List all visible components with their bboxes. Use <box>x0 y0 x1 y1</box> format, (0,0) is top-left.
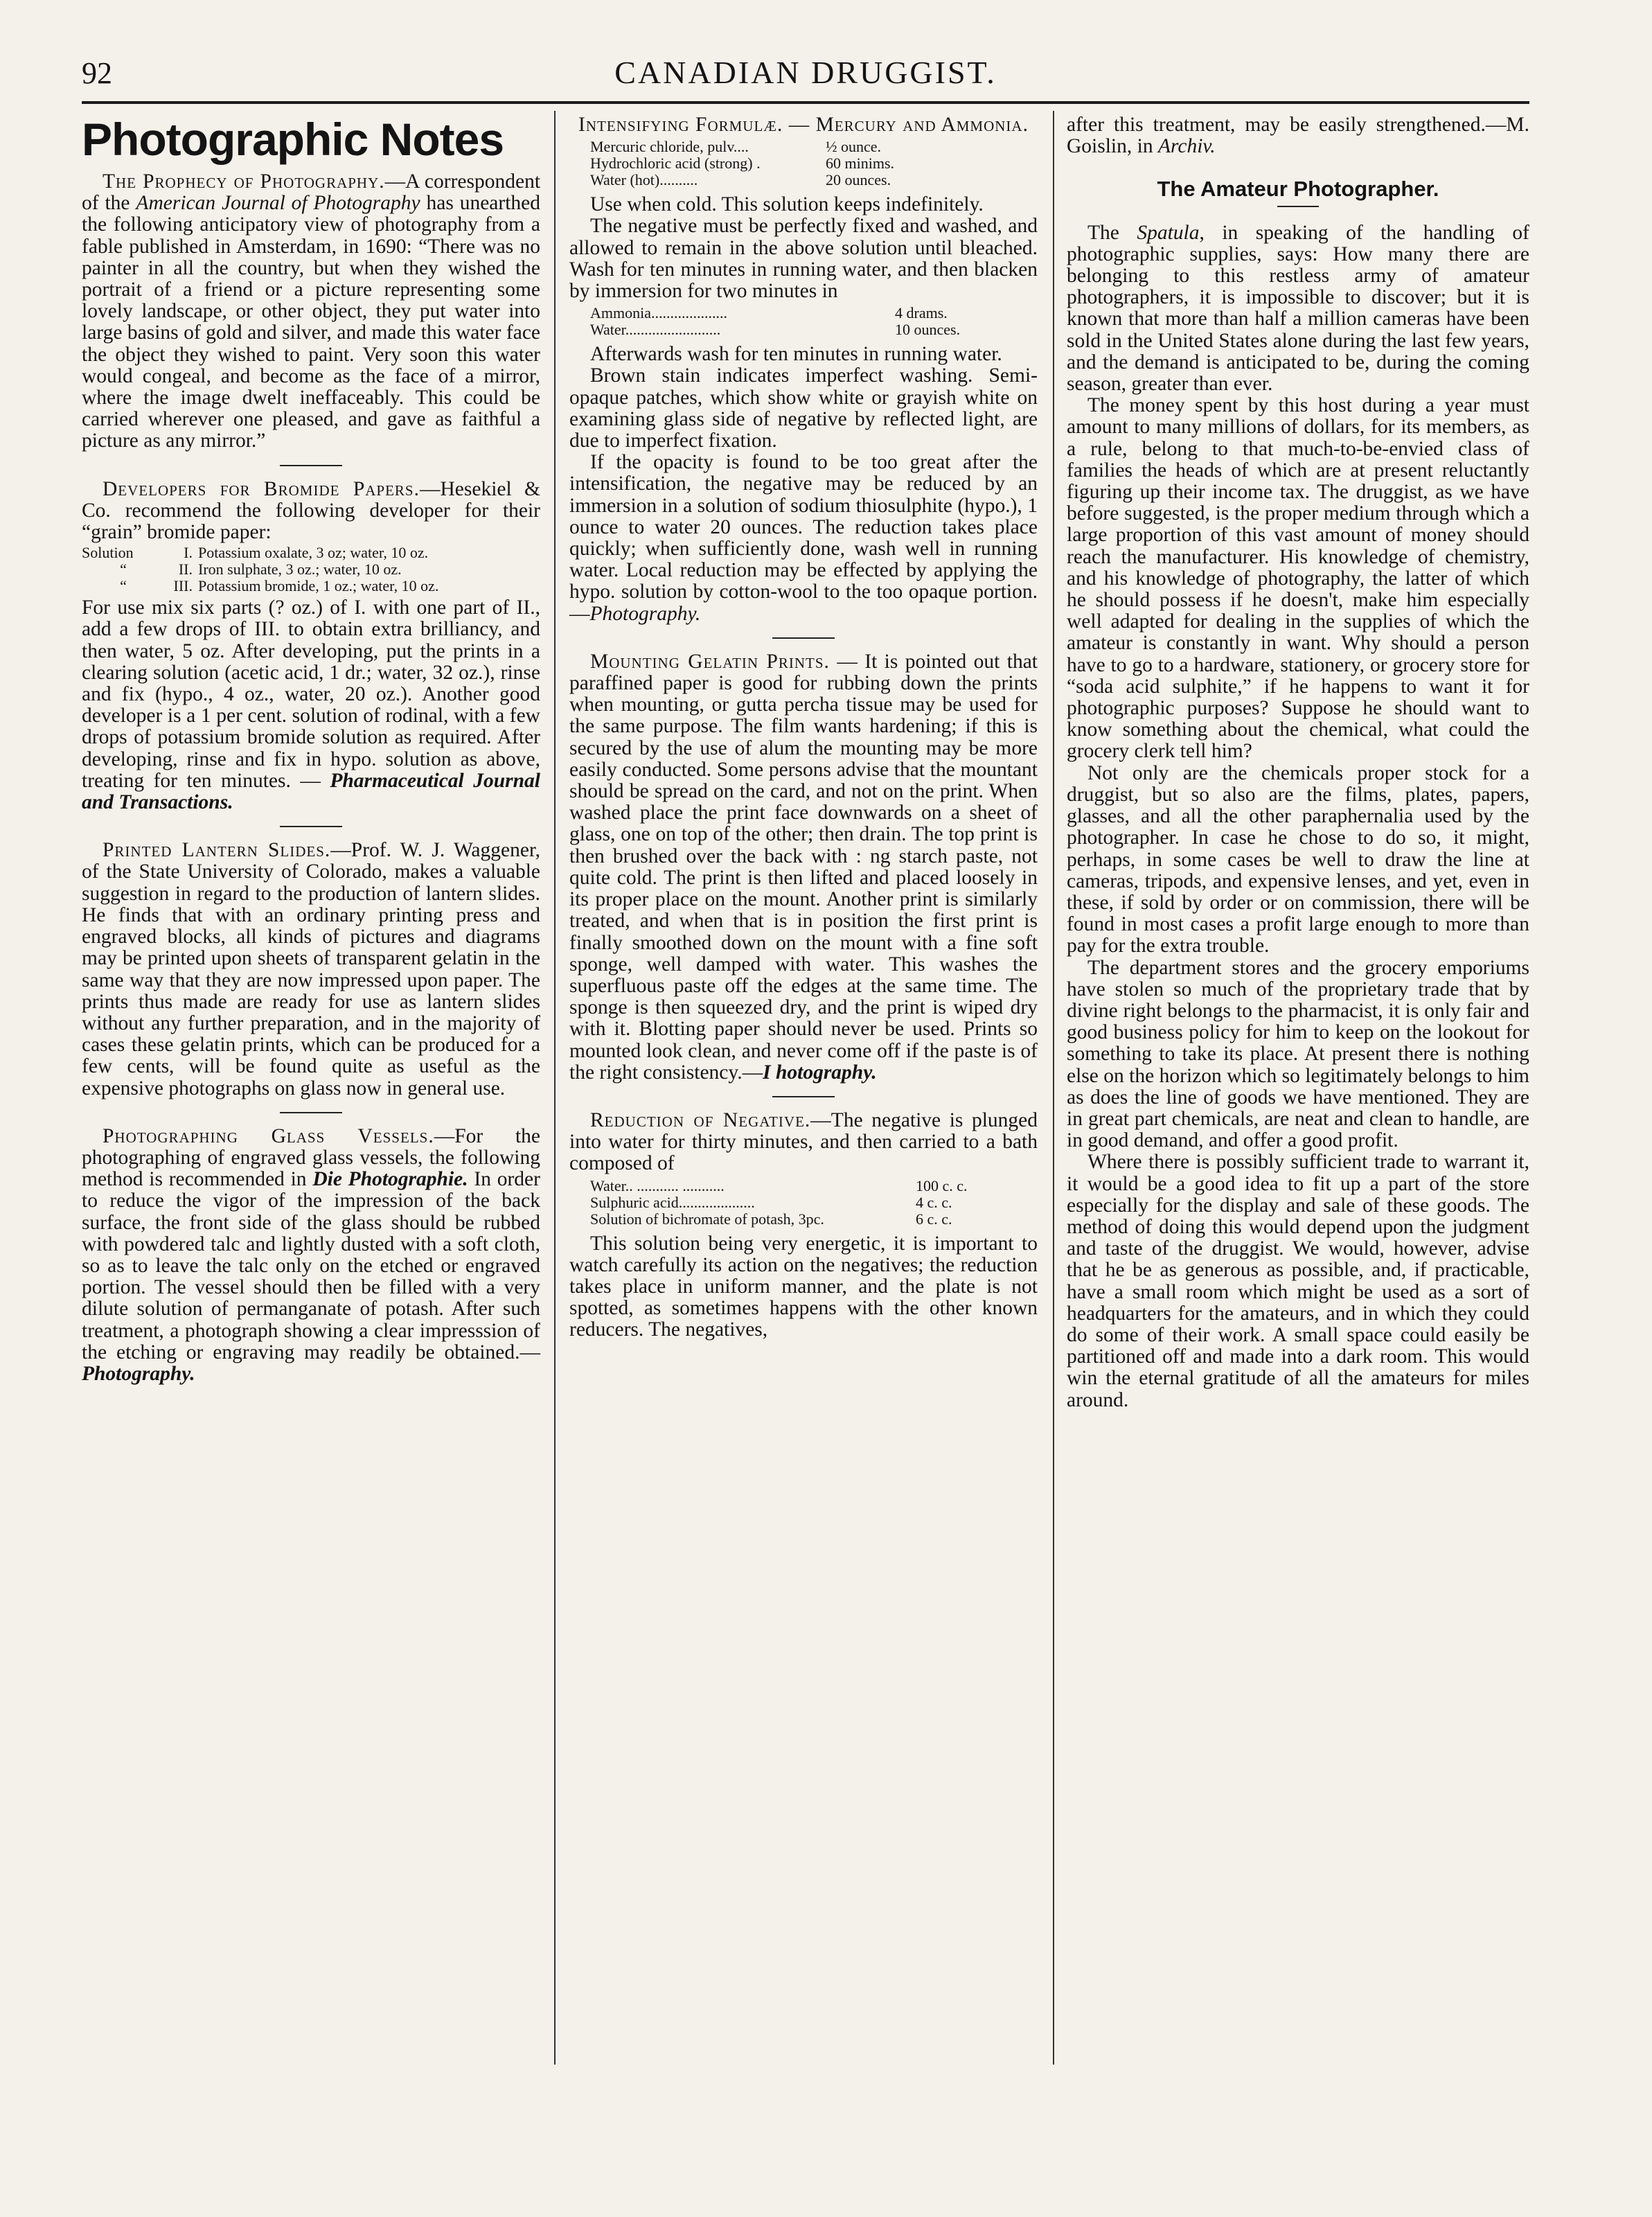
source-citation: I hotography. <box>763 1061 877 1084</box>
formula-table <box>590 139 894 188</box>
formula-row: Mercuric chloride, pulv.... ½ ounce. <box>590 138 882 156</box>
separator <box>1277 206 1319 207</box>
formula-table <box>590 305 960 338</box>
source-citation: Photography. <box>589 602 701 625</box>
article-title: The Amateur Photographer. <box>1157 177 1439 202</box>
formula-row: Water.. ........... ........... 100 c. c. <box>590 1176 968 1194</box>
paragraph: The negative must be perfectly fixed and washed, and allowed to remain in the above solution until bleached. Wash for ten minutes in running water, and then blacken by immersion for two minutes in <box>569 215 1038 303</box>
article-developers: Developers for Bromide Papers.—Hesekiel & Co. recommend the following developer for their “grain” bromide paper: <box>82 477 541 544</box>
separator <box>280 465 342 466</box>
page-header <box>82 54 1529 104</box>
formula-row: Water......................... 10 ounces. <box>590 321 961 339</box>
solution-row: “ II. Iron sulphate, 3 oz.; water, 10 oz. <box>120 560 402 578</box>
article-reduction: Reduction of Negative.—The negative is plunged into water for thirty minutes, and then carried to a bath composed of <box>569 1108 1038 1175</box>
paragraph: Afterwards wash for ten minutes in running water. <box>590 343 1002 366</box>
separator <box>772 637 835 639</box>
article-prophecy: The Prophecy of Photography.—A correspondent of the American Journal of Photography has unearthed the following anticipatory view of photography from a fable published in Amsterdam, in 1690: “There was no painter in all the country, but when they wished the portrait of a friend or a picture representing some lovely landscape, or other object, they put water into large basins of gold and silver, and made this water face the object they wished to paint. Very soon this water would congeal, and become as the face of a mirror, where the image dwelt ineffaceably. This could be carried wherever one pleased, and gave as faithful a picture as any mirror.” <box>82 170 541 452</box>
article-heading: Photographing Glass Vessels. <box>103 1124 434 1147</box>
paragraph: This solution being very energetic, it is important to watch carefully its action on the negatives; the reduction takes place in uniform manner, and the plate is not spotted, as sometimes happens with the other known reducers. The negatives, <box>569 1232 1038 1341</box>
column-2 <box>569 114 1038 1341</box>
separator <box>280 826 342 827</box>
formula-row: Water (hot).......... 20 ounces. <box>590 171 891 189</box>
formula-row: Hydrochloric acid (strong) . 60 minims. <box>590 154 895 173</box>
article-heading: The Prophecy of Photography. <box>103 170 385 193</box>
paragraph: Use when cold. This solution keeps indefinitely. <box>590 193 984 216</box>
article-heading: Reduction of Negative. <box>590 1108 811 1131</box>
separator <box>280 1112 342 1113</box>
formula-row: Ammonia.................... 4 drams. <box>590 304 948 322</box>
solutions-table <box>82 545 540 594</box>
solution-row: “ III. Potassium bromide, 1 oz.; water, 10 oz. <box>120 577 439 595</box>
formula-table <box>590 1178 968 1228</box>
source-citation: Pharmaceutical Journal and Transactions. <box>82 769 540 814</box>
solution-row: Solution I. Potassium oxalate, 3 oz; water, 10 oz. <box>82 544 429 562</box>
journal-title: CANADIAN DRUGGIST. <box>614 55 997 90</box>
source-citation: Archiv. <box>1157 135 1216 158</box>
article-heading: Developers for Bromide Papers. <box>103 477 420 500</box>
developers-body: For use mix six parts (? oz.) of I. with one part of II., add a few drops of III. to obtain extra brilliancy, and then water, 5 oz. After developing, put the prints in a clearing solution (acetic acid, 1 dr.; water, 32 oz.), rinse and fix (hypo., 4 oz., water, 20 oz.). Another good developer is a 1 per cent. solution of rodinal, with a few drops of potassium bromide solution as required. After developing, rinse and fix in hypo. solution as above, treating for ten minutes. — Pharmaceutical Journal and Transactions. <box>82 597 540 814</box>
paragraph: Where there is possibly sufficient trade to warrant it, it would be a good idea to fit up a part of the store especially for the display and sale of these goods. The method of doing this would depend upon the judgment and taste of the druggist. We would, however, advise that he be as generous as possible, and, if practicable, have a small room which might be used as a sort of headquarters for the amateurs, and in which they could do some of their work. A small space could easily be partitioned off and made into a dark room. This would win the eternal gratitude of all the amateurs for miles around. <box>1067 1151 1529 1411</box>
paragraph: If the opacity is found to be too great after the intensification, the negative may be reduced by an immersion in a solution of sodium thiosulphite (hypo.), 1 ounce to water 20 ounces. The reduction takes place quickly; when sufficiently done, wash well in running water. Local reduction may be effected by applying the hypo. solution by cotton-wool to the too opaque portion.—Photography. <box>569 451 1038 625</box>
article-heading: Intensifying Formulæ. — Mercury and Ammonia. <box>578 114 1029 136</box>
column-3 <box>1067 114 1529 1411</box>
paragraph: The department stores and the grocery emporiums have stolen so much of the proprietary trade that by divine right belongs to the pharmacist, it is only fair and good business policy for him to keep on the lookout for something to take its place. At present there is nothing else on the horizon which so legitimately belongs to him as does the line of goods we have mentioned. They are in great part chemicals, are neat and clean to handle, are in good demand, and offer a good profit. <box>1067 956 1529 1152</box>
column-rule-1 <box>554 111 556 2065</box>
column-1 <box>82 114 540 1385</box>
paragraph: The Spatula, in speaking of the handling of photographic supplies, says: How many there are belonging to this restless army of amateur photographers, it is impossible to discover; but it is known that more than half a million cameras have been sold in the United States alone during the last few years, and the demand is anticipated to be, during the coming season, greater than ever. <box>1067 221 1529 396</box>
formula-row: Solution of bichromate of potash, 3pc. 6 c. c. <box>590 1210 952 1228</box>
article-heading: Printed Lantern Slides. <box>103 839 331 862</box>
journal-name: Die Photographie. <box>312 1168 468 1191</box>
separator <box>772 1096 835 1097</box>
paragraph: Not only are the chemicals proper stock for a druggist, but so also are the films, plates, papers, glasses, and all the other paraphernalia used by the photographer. In case he chose to do so, it might, perhaps, in some cases be well to draw the line at cameras, tripods, and expensive lenses, and yet, even in these, if sold by order or on commission, there will be found in most cases a profit large enough to more than pay for the extra trouble. <box>1067 761 1529 957</box>
header-rule <box>82 101 1529 104</box>
paragraph: Brown stain indicates imperfect washing. Semi-opaque patches, which show white or grayish white on examining glass side of negative by reflected light, are due to imperfect fixation. <box>569 364 1038 452</box>
continuation-paragraph: after this treatment, may be easily strengthened.—M. Goislin, in Archiv. <box>1067 114 1529 158</box>
article-mounting: Mounting Gelatin Prints. — It is pointed out that paraffined paper is good for rubbing down the prints when mounting, or gutta percha tissue may be used for the same purpose. The film wants hardening; if this is secured by the use of alum the mounting may be more easily conducted. Some persons advise that the mountant should be spread on the card, and not on the print. When washed place the print face downwards on a sheet of glass, one on top of the other; then drain. The top print is then brushed over the back with : ng starch paste, not quite cold. The print is then lifted and placed loosely in its proper place on the mount. Another print is similarly treated, and when that is in position the first print is finally smoothed down on the mount with a fine soft sponge, well damped with water. This washes the superfluous paste off the edges at the same time. The sponge is then squeezed dry, and the print is wiped dry with it. Blotting paper should never be used. Prints so mounted look clean, and never come off if the paste is of the right consistency.—I hotography. <box>569 650 1038 1084</box>
journal-name: American Journal of Photography <box>136 192 420 215</box>
article-glass: Photographing Glass Vessels.—For the photographing of engraved glass vessels, the following method is recommended in Die Photographie. In order to reduce the vigor of the impression of the back surface, the front side of the glass should be rubbed with powdered talc and lightly dusted with a soft cloth, so as to leave the talc only on the etched or engraved portion. The vessel should then be filled with a very dilute solution of permanganate of potash. After such treatment, a photograph showing a clear impresssion of the etching or engraving may readily be obtained.—Photography. <box>82 1124 540 1385</box>
column-rule-2 <box>1053 111 1054 2065</box>
article-heading: Mounting Gelatin Prints. <box>590 650 830 673</box>
article-lantern: Printed Lantern Slides.—Prof. W. J. Waggener, of the State University of Colorado, makes a valuable suggestion in regard to the production of lantern slides. He finds that with an ordinary printing press and engraved blocks, all kinds of pictures and diagrams may be printed upon sheets of transparent gelatin in the same way that they are now impressed upon paper. The prints thus made are ready for use as lantern slides without any further preparation, and in the majority of cases these gelatin prints, which can be produced for a few cents, will be found quite as useful as the expensive photographs on glass now in general use. <box>82 839 540 1099</box>
section-title: Photographic Notes <box>82 114 504 165</box>
paragraph: The money spent by this host during a year must amount to many millions of dollars, for its members, as a rule, belong to that much-to-be-envied class of families the heads of which are at present reluctantly figuring up their income tax. The druggist, as we have before suggested, is the proper medium through which a large proportion of this vast amount of money should reach the manufacturer. His knowledge of chemistry, and his knowledge of photography, the latter of which he should possess if he doesn't, make him especially well adapted for dealing in the supplies of which the amateur is constantly in want. Why should a person have to go to a hardware, stationery, or grocery store for “soda acid sulphite,” if he happens to want it for photographic purposes? Suppose he should want to know something about the chemical, what could the grocery clerk tell him? <box>1067 394 1529 763</box>
formula-row: Sulphuric acid.................... 4 c. c. <box>590 1193 952 1211</box>
source-citation: Photography. <box>82 1362 195 1385</box>
page-number: 92 <box>82 56 112 90</box>
magazine-name: Spatula <box>1137 221 1200 244</box>
